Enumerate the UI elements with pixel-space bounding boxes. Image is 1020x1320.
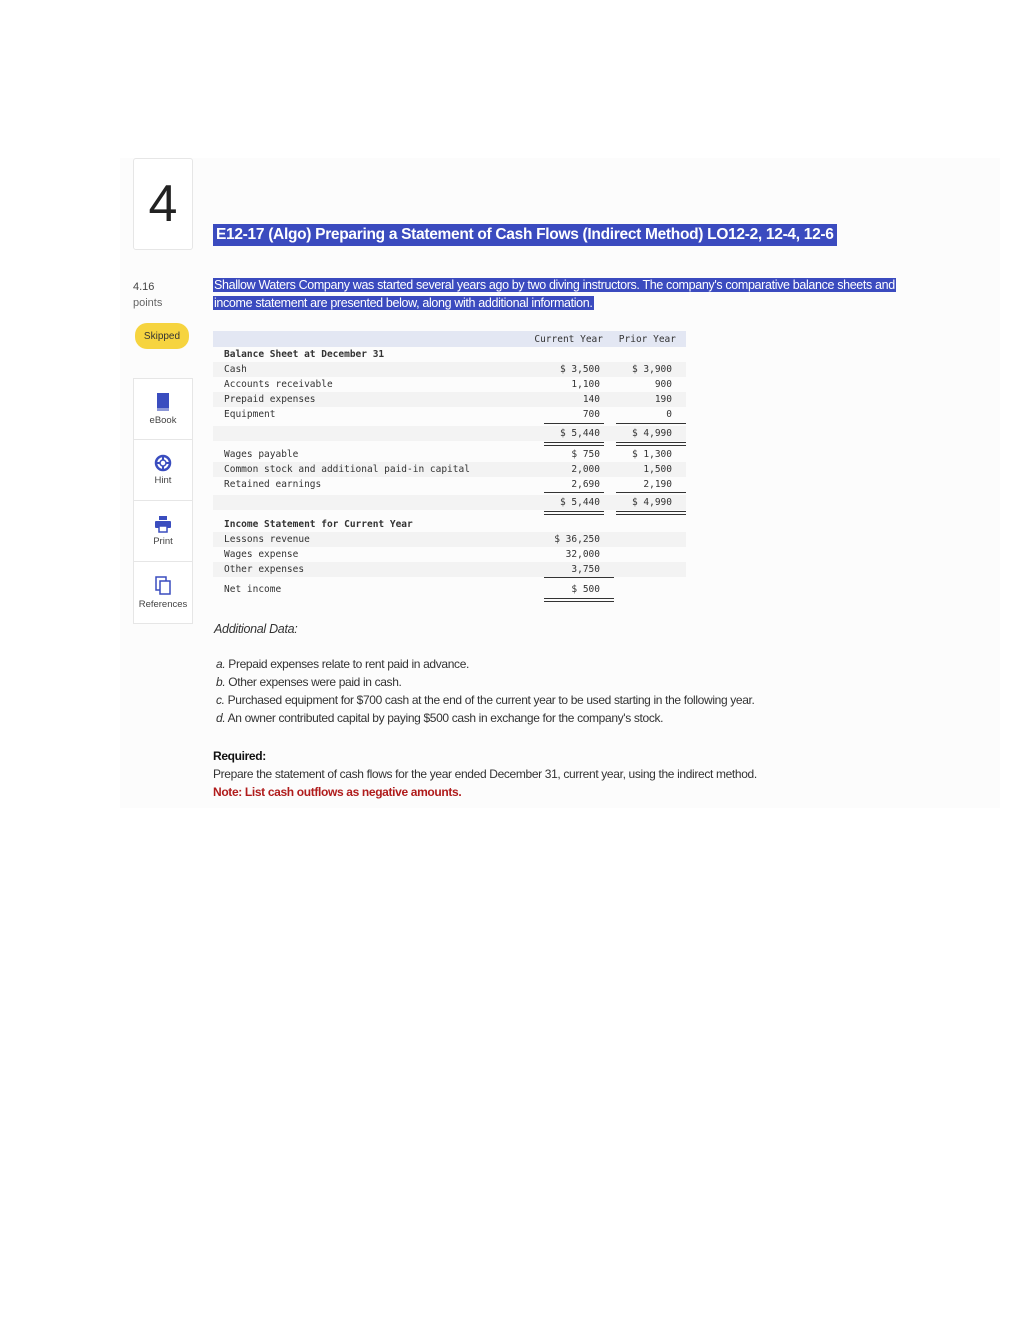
- prior-value: $ 4,990: [631, 428, 672, 439]
- row-label: Cash: [224, 364, 247, 375]
- row-label: Net income: [224, 584, 282, 595]
- print-button[interactable]: [134, 501, 192, 562]
- row-label: Retained earnings: [224, 479, 322, 490]
- book-icon: [156, 392, 170, 412]
- current-value: 2,000: [571, 464, 600, 475]
- total-double-rule: [544, 598, 614, 602]
- required-note: Note: List cash outflows as negative amounts.: [213, 785, 462, 799]
- printer-icon: [154, 515, 172, 533]
- required-section: [213, 747, 757, 801]
- item-text: Prepaid expenses relate to rent paid in advance.: [228, 657, 469, 671]
- current-value: 3,750: [571, 564, 600, 575]
- prior-value: 2,190: [643, 479, 672, 490]
- subtotal-rule: [544, 423, 604, 424]
- current-value: 140: [582, 394, 600, 405]
- hint-label: Hint: [154, 475, 172, 486]
- prior-value: 0: [666, 409, 672, 420]
- current-value: $ 5,440: [559, 497, 600, 508]
- prior-value: $ 1,300: [631, 449, 672, 460]
- subtotal-rule: [616, 423, 686, 424]
- item-letter: a.: [216, 657, 226, 671]
- current-year-header: Current Year: [534, 334, 603, 345]
- subtotal-rule: [616, 492, 686, 493]
- subtotal-rule: [544, 492, 604, 493]
- subtotal-rule: [544, 577, 614, 578]
- item-text: An owner contributed capital by paying $500 cash in exchange for the company's stock.: [227, 711, 664, 725]
- item-text: Purchased equipment for $700 cash at the end of the current year to be used starting in the following year.: [227, 693, 755, 707]
- points-info: [133, 279, 162, 311]
- total-double-rule: [544, 511, 604, 515]
- required-text: Prepare the statement of cash flows for the year ended December 31, current year, using the indirect method.: [213, 767, 757, 781]
- item-letter: d.: [216, 711, 226, 725]
- ebook-label: eBook: [149, 415, 177, 426]
- current-value: $ 500: [571, 584, 600, 595]
- prior-value: $ 3,900: [631, 364, 672, 375]
- intro-text: [213, 276, 896, 312]
- current-value: $ 3,500: [559, 364, 600, 375]
- row-label: Wages payable: [224, 449, 299, 460]
- intro-line-2: income statement are presented below, along with additional information.: [214, 296, 593, 310]
- references-label: References: [138, 598, 188, 610]
- row-label: Other expenses: [224, 564, 305, 575]
- prior-value: 1,500: [643, 464, 672, 475]
- hint-button[interactable]: [134, 440, 192, 501]
- item-letter: b.: [216, 675, 226, 689]
- income-statement-title: Income Statement for Current Year: [224, 519, 413, 530]
- list-item: [216, 709, 755, 727]
- list-item: [216, 691, 755, 709]
- row-label: Lessons revenue: [224, 534, 310, 545]
- points-value: 4.16: [133, 281, 155, 293]
- prior-value: $ 4,990: [631, 497, 672, 508]
- total-double-rule: [544, 442, 604, 446]
- row-label: Accounts receivable: [224, 379, 333, 390]
- current-value: $ 5,440: [559, 428, 600, 439]
- prior-value: 900: [654, 379, 672, 390]
- status-badge: Skipped: [135, 323, 189, 349]
- question-title: E12-17 (Algo) Preparing a Statement of Cash Flows (Indirect Method) LO12-2, 12-4, 12-6: [213, 224, 837, 246]
- print-label: Print: [153, 536, 173, 547]
- additional-data-heading: Additional Data:: [214, 622, 298, 636]
- current-value: $ 36,250: [554, 534, 600, 545]
- item-letter: c.: [216, 693, 225, 707]
- current-value: $ 750: [571, 449, 600, 460]
- references-button[interactable]: [134, 562, 192, 623]
- tool-sidebar: [133, 378, 193, 624]
- row-label: Common stock and additional paid-in capital: [224, 464, 470, 475]
- documents-icon: [155, 576, 171, 596]
- current-value: 700: [582, 409, 600, 420]
- lifebuoy-icon: [154, 454, 172, 472]
- item-text: Other expenses were paid in cash.: [228, 675, 402, 689]
- prior-year-header: Prior Year: [618, 334, 676, 345]
- total-double-rule: [616, 442, 686, 446]
- total-double-rule: [616, 511, 686, 515]
- list-item: [216, 673, 755, 691]
- question-number-box: [133, 158, 193, 250]
- current-value: 32,000: [565, 549, 600, 560]
- current-value: 1,100: [571, 379, 600, 390]
- required-heading: Required:: [213, 749, 266, 763]
- row-label: Wages expense: [224, 549, 299, 560]
- row-label: Prepaid expenses: [224, 394, 316, 405]
- intro-line-1: Shallow Waters Company was started several years ago by two diving instructors. The company's comparative balance sheets and: [214, 278, 895, 292]
- ebook-button[interactable]: [134, 379, 192, 440]
- row-label: Equipment: [224, 409, 276, 420]
- list-item: [216, 655, 755, 673]
- question-number: 4: [148, 175, 178, 233]
- points-unit: points: [133, 297, 163, 309]
- current-value: 2,690: [571, 479, 600, 490]
- additional-data-list: [216, 655, 755, 727]
- balance-sheet-title: Balance Sheet at December 31: [224, 349, 385, 360]
- prior-value: 190: [654, 394, 672, 405]
